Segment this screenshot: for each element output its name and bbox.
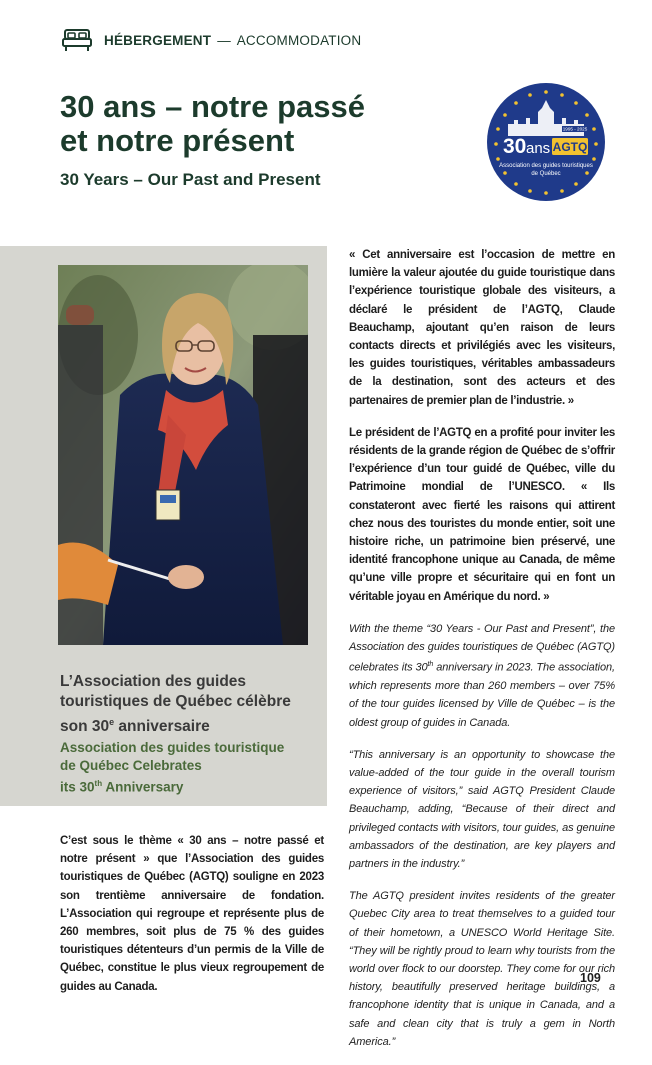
caption-fr-superscript: e bbox=[109, 717, 115, 727]
intro-en-end: anniversary in 2023. The association, which represents more than 260 members – over 75% of the tour guides licensed by Ville de Québec – is the oldest group of guides in Canada. bbox=[349, 661, 615, 729]
caption-en bbox=[60, 739, 310, 797]
intro-en-superscript: th bbox=[427, 661, 434, 669]
logo-years: 1995 - 2025 bbox=[562, 126, 588, 132]
title-line-1: 30 ans – notre passé bbox=[60, 89, 365, 124]
section-separator: — bbox=[217, 32, 231, 48]
caption-fr-line-3-end: anniversaire bbox=[114, 718, 210, 736]
caption-en-superscript: th bbox=[94, 779, 103, 789]
caption-en-line-1: Association des guides touristique bbox=[60, 740, 285, 756]
logo-acronym: AGTQ bbox=[552, 140, 588, 154]
intro-en-start: With the theme “30 Years - Our Past and Present”, the Association des guides touristiques de Québec (AGTQ) celebrates its 30 bbox=[349, 622, 615, 674]
section-header bbox=[62, 26, 361, 54]
photo-caption bbox=[60, 672, 310, 797]
intro-paragraph-fr: C’est sous le thème « 30 ans – notre passé et notre présent » que l’Association des guides touristiques de Québec (AGTQ) souligne en 2023 son trentième anniversaire de fondation. L’Association qui regroupe et représente plus de 260 membres, soit plus de 75 % des guides touristiques détenteurs d’un permis de la Ville de Québec, constitue le plus vieux regroupement de guides au Canada. bbox=[60, 835, 324, 993]
invitation-paragraph-fr: Le président de l’AGTQ en a profité pour inviter les résidents de la grande région de Québec de s’offrir l’expérience d’un tour guidé de Québec, ville du Patrimoine mondial de l’UNESCO. « Ils constateront avec fierté les raisons qui attirent chez nous des touristes du monde entier, soit une histoire riche, un patrimoine bien préservé, une identité francophone unique au Canada, de même qu’une ville propre et sécuritaire qui en font un véritable joyau en Amérique du nord. » bbox=[349, 426, 615, 603]
caption-en-line-2: de Québec Celebrates bbox=[60, 758, 202, 774]
logo-number: 30 bbox=[503, 135, 527, 158]
page-title bbox=[60, 90, 440, 158]
page-number: 109 bbox=[580, 971, 601, 985]
caption-en-line-3: its 30 bbox=[60, 779, 95, 795]
caption-fr-line-3: son 30 bbox=[60, 718, 110, 736]
quote-paragraph-en: “This anniversary is an opportunity to showcase the value-added of the tour guide in the overall tourism experience of visitors,” said AGTQ President Claude Beauchamp, adding, “Because of their direct and privileged contacts with visitors, tour guides, as genuine ambassadors of the destination, are key players and partners in the industry.” bbox=[349, 748, 615, 870]
caption-fr bbox=[60, 672, 310, 737]
page-subtitle: 30 Years – Our Past and Present bbox=[60, 170, 321, 189]
intro-paragraph-en bbox=[349, 620, 615, 732]
caption-fr-line-2: touristiques de Québec célèbre bbox=[60, 693, 291, 710]
article-right-column bbox=[349, 246, 615, 1065]
agtq-30-anniversary-logo bbox=[486, 82, 606, 202]
section-label-en: ACCOMMODATION bbox=[236, 32, 362, 48]
caption-en-line-3-end: Anniversary bbox=[102, 779, 184, 795]
quote-paragraph-fr: « Cet anniversaire est l’occasion de mettre en lumière la valeur ajoutée du guide touristique dans l’expérience touristique globale des visiteurs, a déclaré le président de l’AGTQ, Claude Beauchamp, ajoutant qu’en raison de leurs contacts directs et privilégiés avec les visiteurs, les guides touristiques, véritables ambassadeurs de la destination, sont des acteurs et des partenaires de premier plan de l’industrie. » bbox=[349, 249, 615, 407]
tour-guide-photo bbox=[58, 265, 308, 645]
bed-icon bbox=[62, 27, 92, 53]
title-line-2: et notre présent bbox=[60, 123, 295, 158]
logo-org-line-2: de Québec bbox=[531, 171, 561, 177]
caption-fr-line-1: L’Association des guides bbox=[60, 673, 247, 690]
section-label-fr: HÉBERGEMENT bbox=[104, 32, 212, 48]
logo-word: ans bbox=[526, 140, 551, 157]
logo-org-line-1: Association des guides touristiques bbox=[499, 163, 593, 169]
invitation-paragraph-en: The AGTQ president invites residents of the greater Quebec City area to treat themselves to a guided tour of their hometown, a UNESCO World Heritage Site. “They will be rightly proud to learn why tourists from the world over flock to our doorstep. They come for our rich history, beautifully preserved heritage buildings, a francophone identity that is unique in Canada, and a safe and clean city that is truly a gem in North America.” bbox=[349, 890, 615, 1048]
